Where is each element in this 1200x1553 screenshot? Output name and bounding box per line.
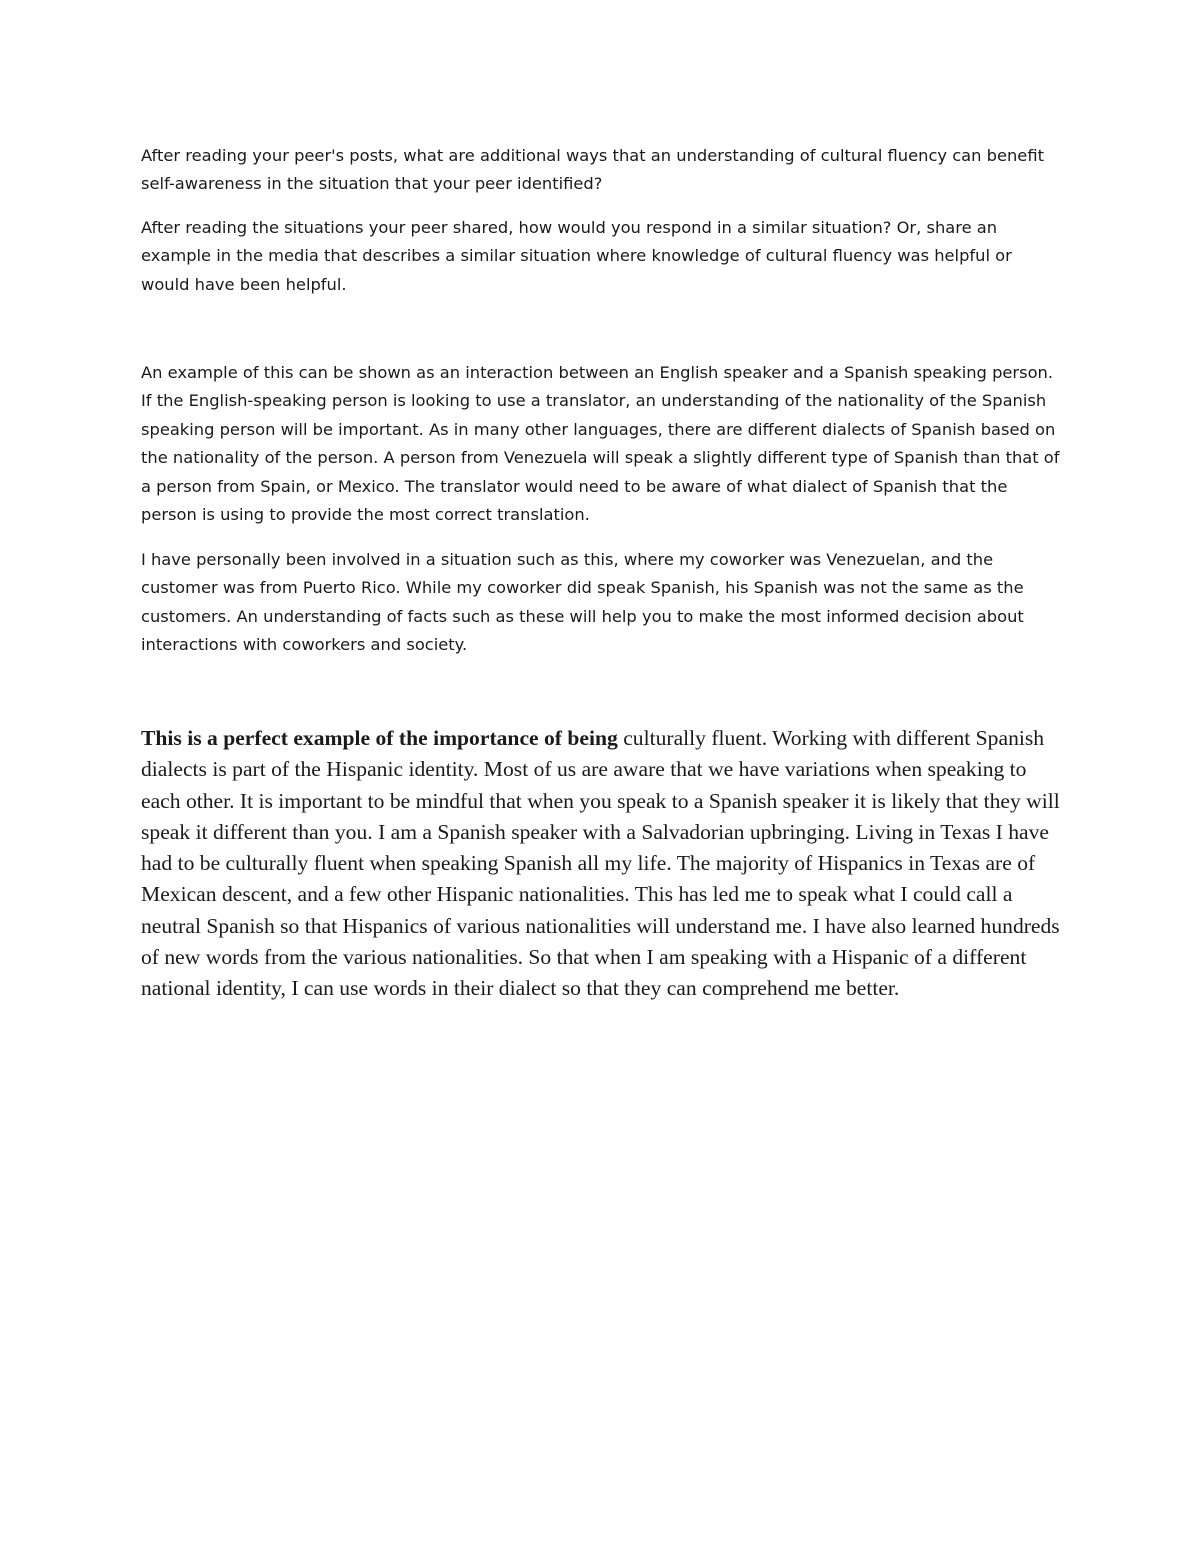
discussion-prompt-2: After reading the situations your peer shared, how would you respond in a similar situation? Or, share an example in the media that describes a similar situation where knowledge of cultural fluency was helpful or would have been helpful. (141, 218, 1012, 294)
response-body: culturally fluent. Working with different Spanish dialects is part of the Hispanic identity. Most of us are aware that we have variations when speaking to each other. It is important to be mindful that when you speak to a Spanish speaker it is likely that they will speak it different than you. I am a Spanish speaker with a Salvadorian upbringing. Living in Texas I have had to be culturally fluent when speaking Spanish all my life. The majority of Hispanics in Texas are of Mexican descent, and a few other Hispanic nationalities. This has led me to speak what I could call a neutral Spanish so that Hispanics of various nationalities will understand me. I have also learned hundreds of new words from the various nationalities. So that when I am speaking with a Hispanic of a different national identity, I can use words in their dialect so that they can comprehend me better. (141, 726, 1060, 1001)
peer-post-paragraph-1: An example of this can be shown as an interaction between an English speaker and a Spanish speaking person. If the English-speaking person is looking to use a translator, an understanding of the nationality of the Spanish speaking person will be important. As in many other languages, there are different dialects of Spanish based on the nationality of the person. A person from Venezuela will speak a slightly different type of Spanish than that of a person from Spain, or Mexico. The translator would need to be aware of what dialect of Spanish that the person is using to provide the most correct translation. (141, 363, 1060, 525)
peer-post-paragraph-2: I have personally been involved in a situation such as this, where my coworker was Venezuelan, and the customer was from Puerto Rico. While my coworker did speak Spanish, his Spanish was not the same as the customers. An understanding of facts such as these will help you to make the most informed decision about interactions with coworkers and society. (141, 550, 1024, 655)
discussion-prompt-1: After reading your peer's posts, what are additional ways that an understanding of cultural fluency can benefit self-awareness in the situation that your peer identified? (141, 146, 1044, 194)
response-paragraph (141, 723, 1066, 1005)
response-lead: This is a perfect example of the importance of being (141, 726, 618, 750)
